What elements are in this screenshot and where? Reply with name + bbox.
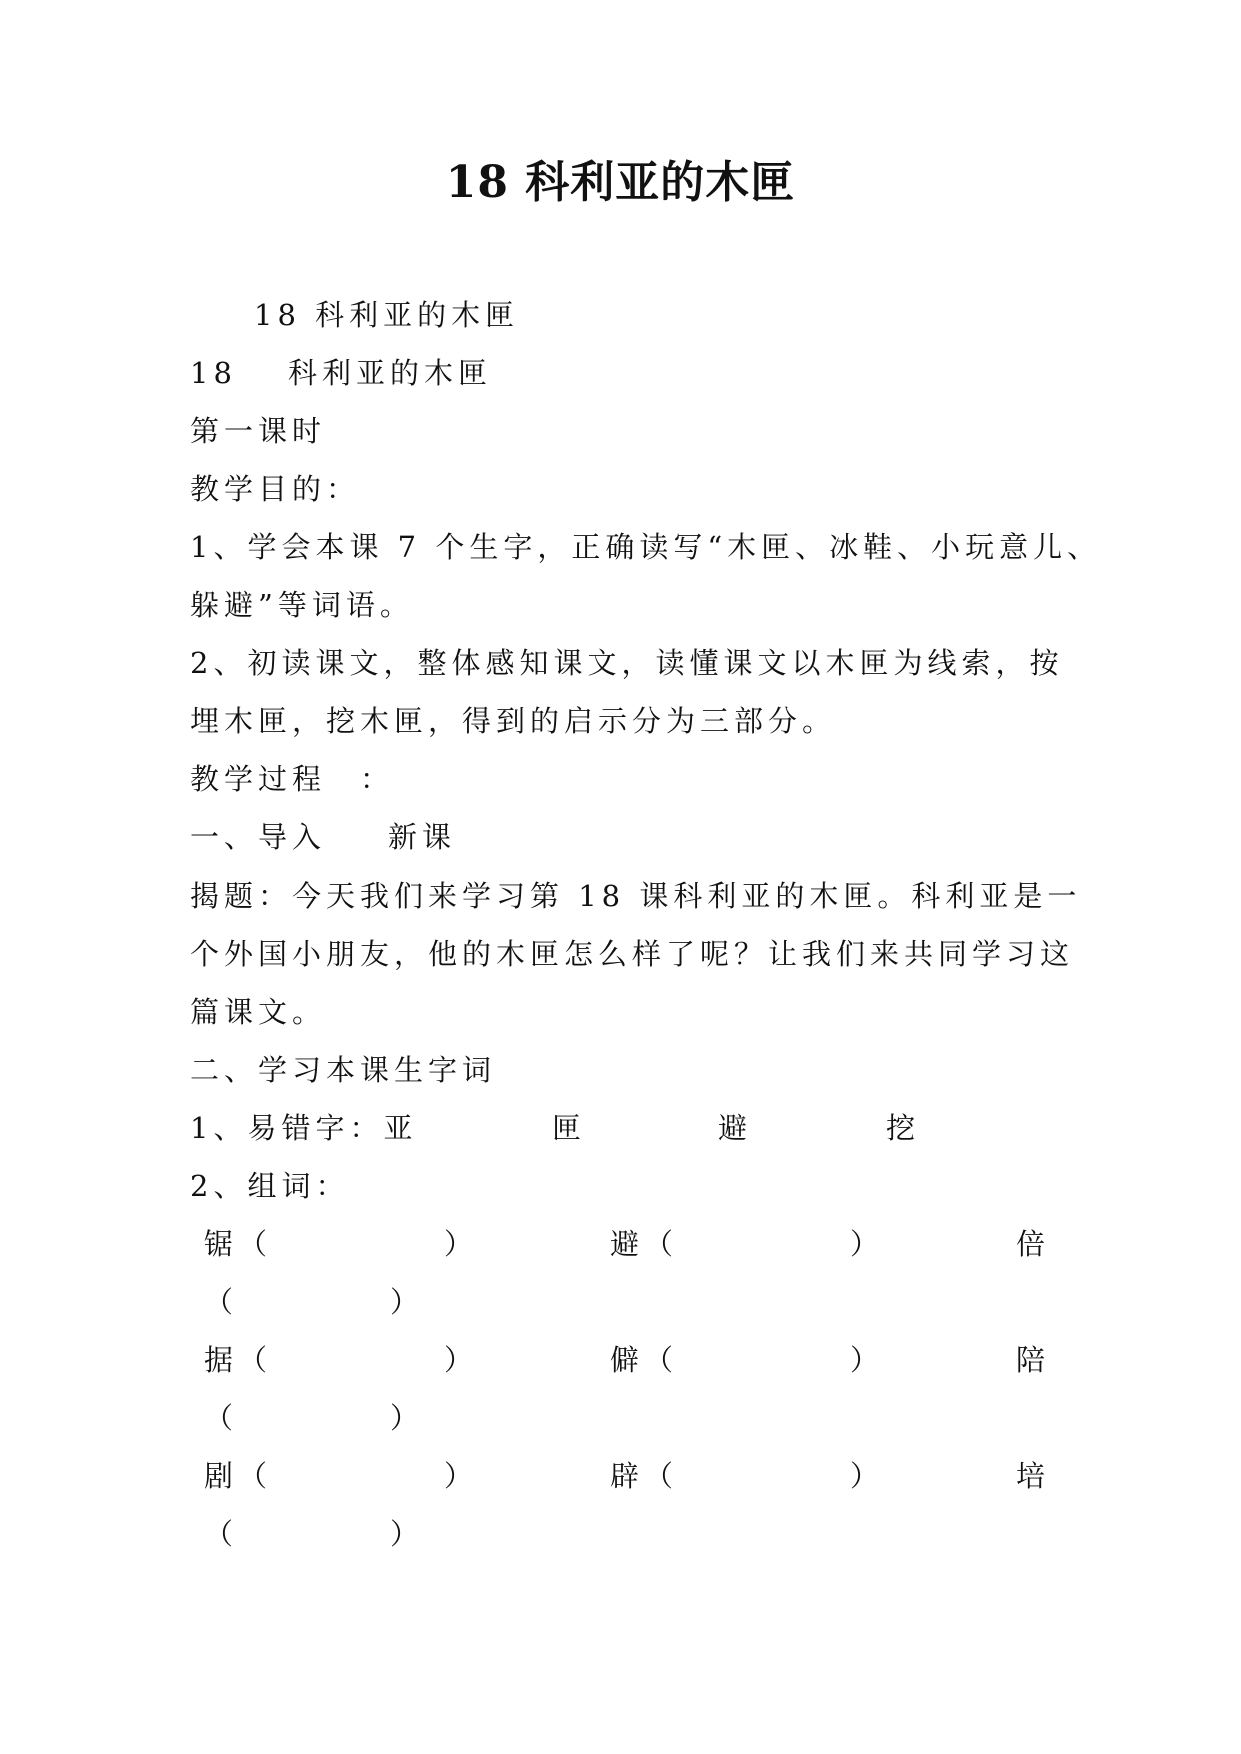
- lesson-number: 18: [190, 356, 237, 390]
- confusing-char: 挖: [886, 1111, 921, 1145]
- word-blank-open: （: [204, 1517, 239, 1551]
- goal-1-line-1: 1、学会本课 7 个生字，正确读写“木匣、冰鞋、小玩意儿、: [190, 530, 1102, 564]
- goal-1-line-2: 躲避”等词语。: [190, 588, 414, 622]
- confusing-chars-label: 1、易错字：亚: [190, 1111, 418, 1145]
- period-heading: 第一课时: [190, 414, 327, 448]
- word-blank-open: 锯（: [204, 1227, 273, 1261]
- confusing-char: 匣: [552, 1111, 587, 1145]
- subtitle: 18 科利亚的木匣: [254, 298, 520, 332]
- intro-line-2: 个外国小朋友，他的木匣怎么样了呢？让我们来共同学习这: [190, 937, 1075, 971]
- confusing-char: 避: [718, 1111, 753, 1145]
- word-blank-open: 据（: [204, 1343, 273, 1377]
- goal-2-line-2: 埋木匣，挖木匣，得到的启示分为三部分。: [190, 704, 837, 738]
- document-title: 18 科利亚的木匣: [445, 157, 796, 208]
- word-blank-close: ）: [850, 1459, 885, 1493]
- word-blank-close: ）: [390, 1285, 425, 1319]
- word-blank-close: ）: [390, 1401, 425, 1435]
- intro-line-1: 揭题：今天我们来学习第 18 课科利亚的木匣。科利亚是一: [190, 879, 1082, 913]
- word-blank-open: （: [204, 1401, 239, 1435]
- goals-heading: 教学目的：: [190, 472, 361, 506]
- word-building-label: 2、组词：: [190, 1169, 350, 1203]
- step-2-heading: 二、学习本课生字词: [190, 1053, 497, 1087]
- word-char: 倍: [1016, 1227, 1051, 1261]
- word-blank-open: （: [204, 1285, 239, 1319]
- step-1-label-tail: 新课: [388, 820, 457, 854]
- word-blank-open: 辟（: [610, 1459, 679, 1493]
- lesson-name: 科利亚的木匣: [288, 356, 493, 390]
- word-blank-open: 避（: [610, 1227, 679, 1261]
- goal-2-line-1: 2、初读课文，整体感知课文，读懂课文以木匣为线索，按: [190, 646, 1064, 680]
- word-blank-close: ）: [444, 1343, 479, 1377]
- word-blank-close: ）: [850, 1343, 885, 1377]
- intro-line-3: 篇课文。: [190, 995, 327, 1029]
- process-heading: 教学过程 ：: [190, 762, 395, 796]
- word-blank-open: 僻（: [610, 1343, 679, 1377]
- word-blank-close: ）: [444, 1459, 479, 1493]
- word-blank-close: ）: [444, 1227, 479, 1261]
- word-char: 培: [1016, 1459, 1051, 1493]
- word-blank-close: ）: [390, 1517, 425, 1551]
- word-blank-close: ）: [850, 1227, 885, 1261]
- word-blank-open: 剧（: [204, 1459, 273, 1493]
- word-char: 陪: [1016, 1343, 1051, 1377]
- step-1-label: 一、导入: [190, 820, 327, 854]
